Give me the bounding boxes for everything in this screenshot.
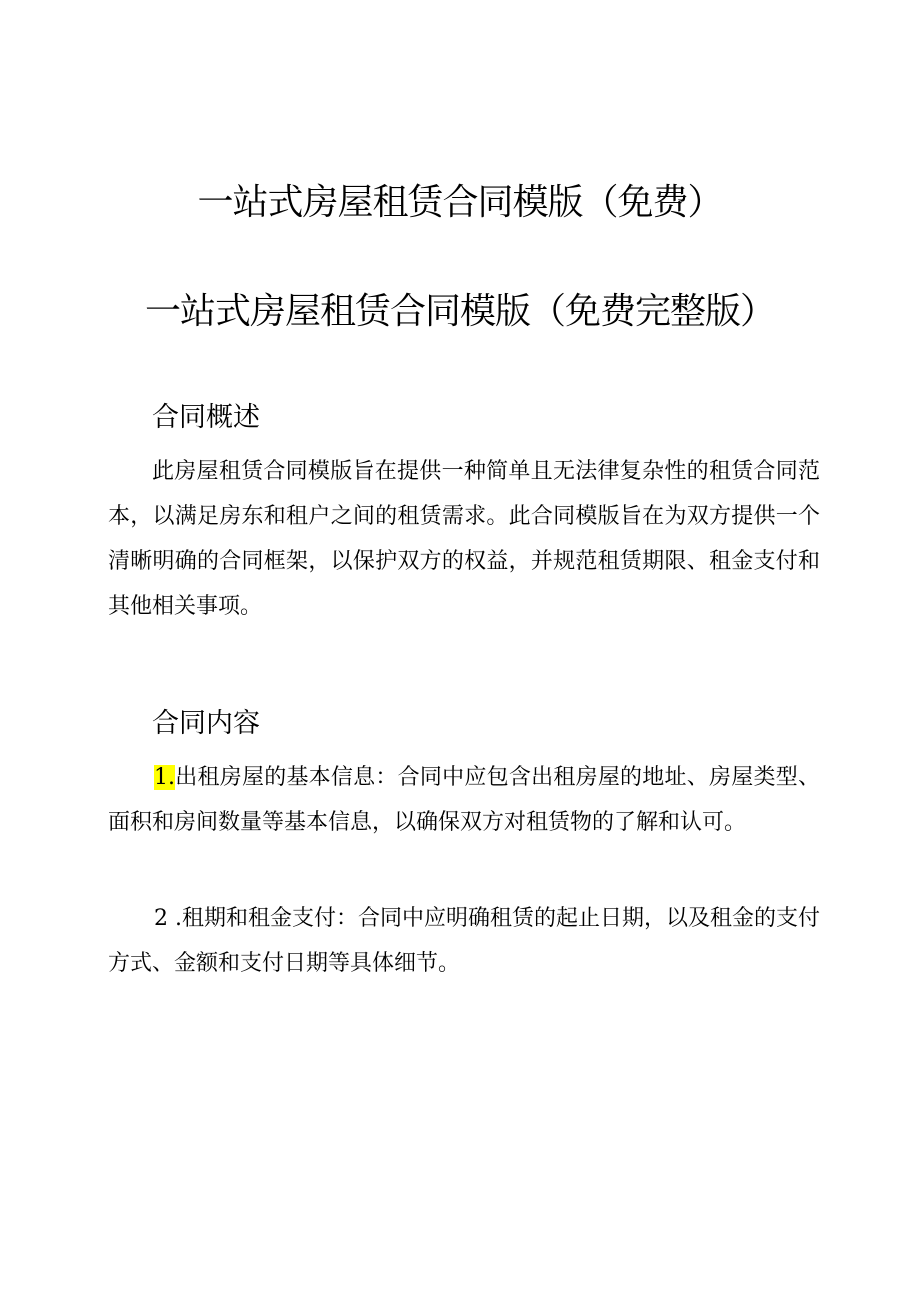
section-heading-content: 合同内容	[152, 708, 260, 739]
document-title: 一站式房屋租赁合同模版（免费）	[197, 182, 723, 223]
list-item	[108, 896, 820, 986]
list-item-text: 出租房屋的基本信息：合同中应包含出租房屋的地址、房屋类型、面积和房间数量等基本信息，以确保双方对租赁物的了解和认可。	[108, 765, 820, 835]
document-subtitle: 一站式房屋租赁合同模版（免费完整版）	[144, 291, 775, 332]
list-item	[108, 755, 820, 845]
overview-paragraph: 此房屋租赁合同模版旨在提供一种简单且无法律复杂性的租赁合同范本，以满足房东和租户之间的租赁需求。此合同模版旨在为双方提供一个清晰明确的合同框架，以保护双方的权益，并规范租赁期限、租金支付和其他相关事项。	[108, 459, 820, 619]
list-item-text: 租期和租金支付：合同中应明确租赁的起止日期，以及租金的支付方式、金额和支付日期等具体细节。	[108, 906, 820, 976]
list-item-number: 2 .	[154, 906, 182, 931]
section-heading-overview: 合同概述	[152, 402, 260, 433]
list-item-number: 1.	[154, 765, 175, 790]
